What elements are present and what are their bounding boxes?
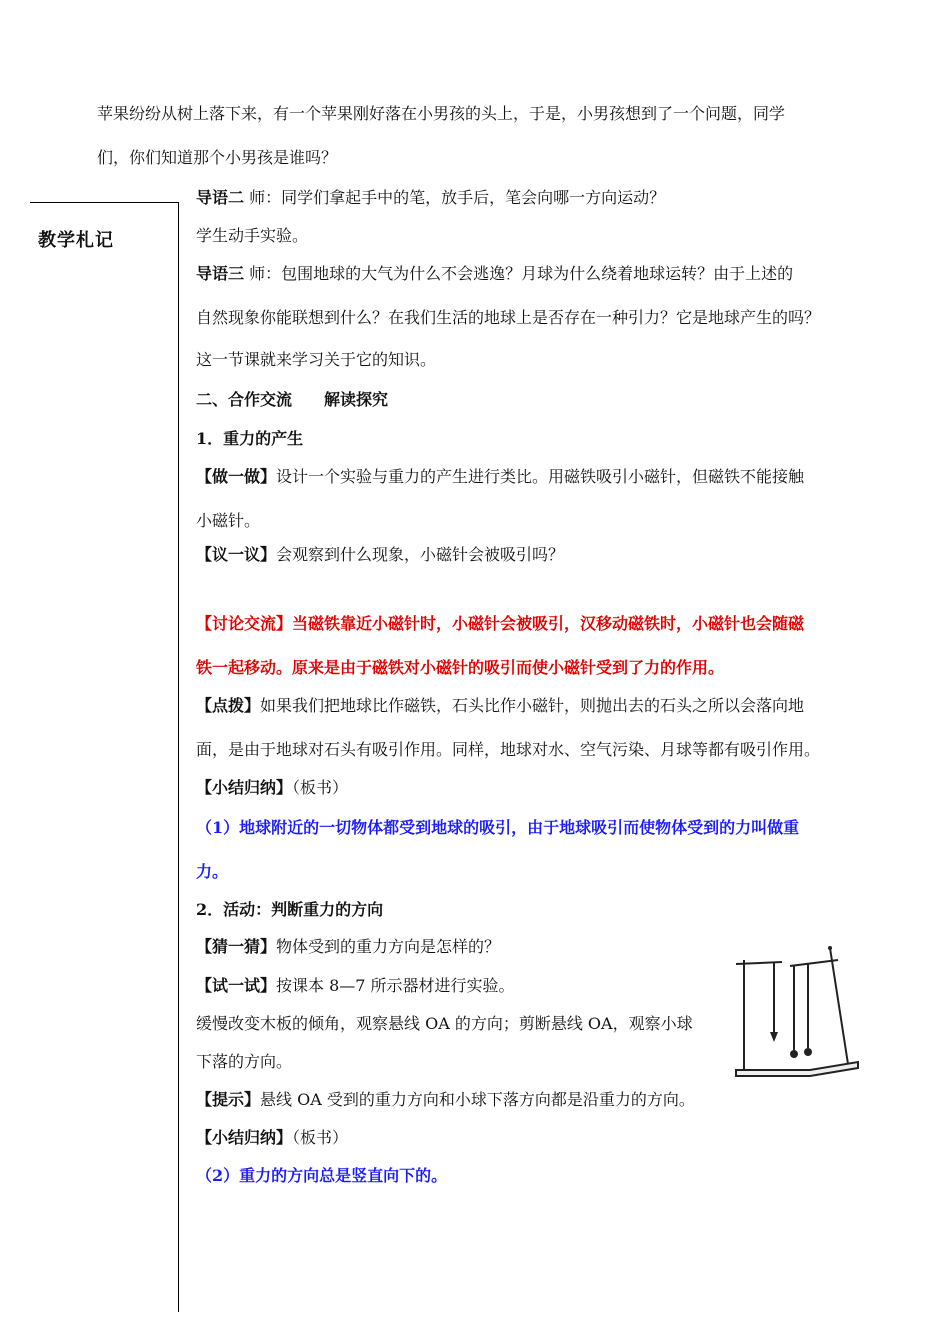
hint1-text-1: 如果我们把地球比作磁铁，石头比作小磁针，则抛出去的石头之所以会落向地	[260, 696, 805, 715]
hint1-line-1	[196, 696, 804, 716]
sidebar-title: 教学札记	[38, 230, 114, 251]
plumb-line-apparatus-figure	[730, 940, 860, 1080]
discuss-text: 会观察到什么现象，小磁针会被吸引吗？	[276, 545, 565, 564]
conclusion2-line: （2）重力的方向总是竖直向下的。	[196, 1166, 448, 1185]
guide3-line-2: 自然现象你能联想到什么？在我们生活的地球上是否存在一种引力？它是地球产生的吗？	[196, 308, 821, 327]
summary1-line	[196, 778, 348, 798]
guide2-text: 师：同学们拿起手中的笔，放手后，笔会向哪一方向运动？	[249, 188, 666, 207]
exchange-line-1	[196, 614, 804, 634]
discuss-line	[196, 545, 564, 565]
try-it-line	[196, 976, 515, 996]
exchange-text-1: 当磁铁靠近小磁针时，小磁针会被吸引，汉移动磁铁时，小磁针也会随磁	[292, 614, 805, 633]
summary2-label: 【小结归纳】	[196, 1128, 293, 1147]
summary2-line	[196, 1128, 348, 1148]
conclusion1-line-2: 力。	[196, 862, 229, 881]
student-experiment: 学生动手实验。	[196, 226, 309, 245]
tip-label: 【提示】	[196, 1090, 261, 1109]
do-it-label: 【做一做】	[196, 467, 277, 486]
summary2-note: （板书）	[292, 1128, 349, 1147]
guide3-line-1	[196, 264, 793, 284]
discuss-label: 【议一议】	[196, 545, 277, 564]
summary1-note: （板书）	[292, 778, 349, 797]
conclusion1-line-1: （1）地球附近的一切物体都受到地球的吸引，由于地球吸引而使物体受到的力叫做重	[196, 818, 800, 837]
sidebar-top-divider	[30, 202, 178, 203]
tip-line	[196, 1090, 695, 1110]
hint1-label: 【点拨】	[196, 696, 261, 715]
try-it-text: 按课本 8—7 所示器材进行实验。	[276, 976, 515, 995]
exchange-line-2: 铁一起移动。原来是由于磁铁对小磁针的吸引而使小磁针受到了力的作用。	[196, 658, 725, 677]
do-it-text-1: 设计一个实验与重力的产生进行类比。用磁铁吸引小磁针，但磁铁不能接触	[276, 467, 805, 486]
procedure-line-2: 下落的方向。	[196, 1052, 293, 1071]
guide2-label: 导语二	[196, 188, 245, 207]
intro-line-2: 们，你们知道那个小男孩是谁吗？	[97, 148, 338, 167]
exchange-label: 【讨论交流】	[196, 614, 293, 633]
try-it-label: 【试一试】	[196, 976, 277, 995]
guide3-text-1: 师：包围地球的大气为什么不会逃逸？月球为什么绕着地球运转？由于上述的	[249, 264, 794, 283]
tip-text: 悬线 OA 受到的重力方向和小球下落方向都是沿重力的方向。	[260, 1090, 695, 1109]
guide3-label: 导语三	[196, 264, 245, 283]
intro-line-1: 苹果纷纷从树上落下来，有一个苹果刚好落在小男孩的头上，于是，小男孩想到了一个问题，同学	[97, 104, 786, 123]
guide2	[196, 188, 665, 208]
do-it-line-2: 小磁针。	[196, 511, 261, 530]
hint1-line-2: 面，是由于地球对石头有吸引作用。同样，地球对水、空气污染、月球等都有吸引作用。	[196, 740, 821, 759]
summary1-label: 【小结归纳】	[196, 778, 293, 797]
procedure-line-1: 缓慢改变木板的倾角，观察悬线 OA 的方向；剪断悬线 OA，观察小球	[196, 1014, 693, 1033]
do-it-line-1	[196, 467, 804, 487]
guess-line	[196, 937, 500, 957]
guide3-line-3: 这一节课就来学习关于它的知识。	[196, 350, 437, 369]
sidebar-vertical-divider	[178, 202, 179, 1312]
guess-label: 【猜一猜】	[196, 937, 277, 956]
sub1-title: 1．重力的产生	[196, 429, 304, 448]
guess-text: 物体受到的重力方向是怎样的？	[276, 937, 501, 956]
sub2-title: 2．活动：判断重力的方向	[196, 900, 384, 919]
section2-title: 二、合作交流 解读探究	[196, 390, 389, 409]
